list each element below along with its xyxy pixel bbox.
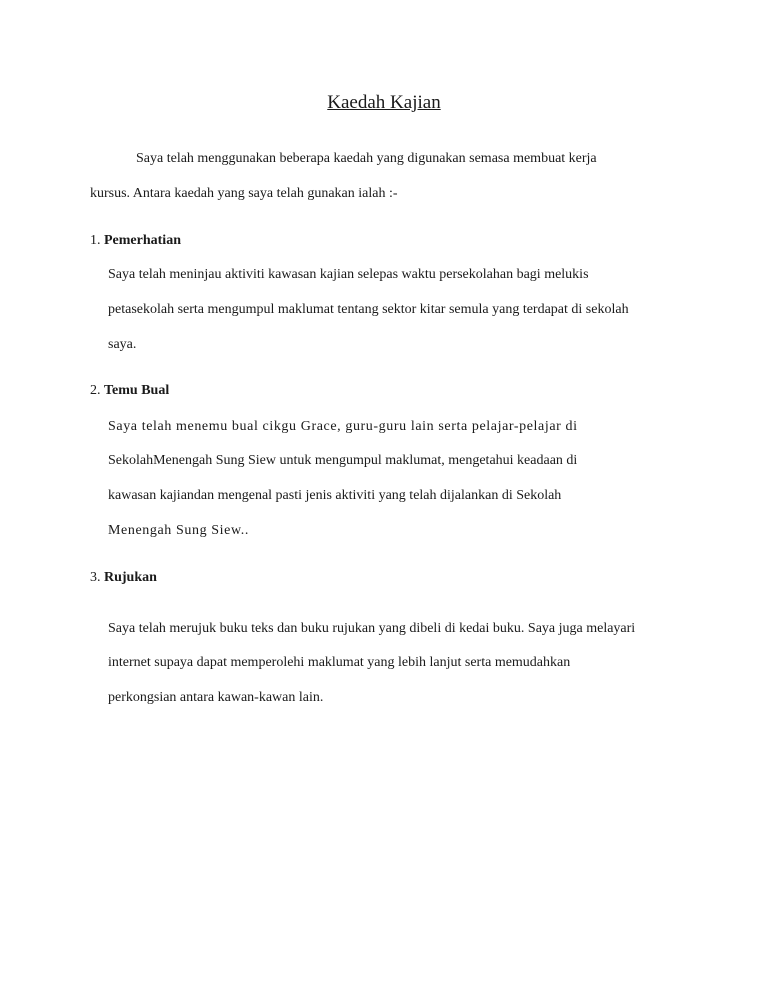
section-number: 3.	[90, 570, 101, 585]
section-heading-temu-bual	[90, 382, 169, 400]
paragraph-line: Saya telah menemu bual cikgu Grace, guru-guru lain serta pelajar-pelajar di	[108, 419, 578, 434]
paragraph-line: internet supaya dapat memperolehi maklumat yang lebih lanjut serta memudahkan	[108, 655, 571, 670]
paragraph-line: saya.	[108, 337, 137, 352]
section-heading-rujukan	[90, 569, 157, 587]
paragraph-line: Saya telah meninjau aktiviti kawasan kajian selepas waktu persekolahan bagi melukis	[108, 267, 589, 282]
paragraph-line: kawasan kajiandan mengenal pasti jenis aktiviti yang telah dijalankan di Sekolah	[108, 488, 562, 503]
paragraph-line: petasekolah serta mengumpul maklumat tentang sektor kitar semula yang terdapat di sekolah	[108, 302, 629, 317]
section-number: 2.	[90, 383, 101, 398]
section-heading-text: Pemerhatian	[104, 233, 181, 248]
section-heading-text: Rujukan	[104, 570, 157, 585]
intro-line-2: kursus. Antara kaedah yang saya telah gunakan ialah :-	[90, 186, 398, 201]
paragraph-line: SekolahMenengah Sung Siew untuk mengumpul maklumat, mengetahui keadaan di	[108, 453, 578, 468]
section-heading-text: Temu Bual	[104, 383, 170, 398]
intro-line-1: Saya telah menggunakan beberapa kaedah yang digunakan semasa membuat kerja	[136, 151, 597, 166]
paragraph-line: Menengah Sung Siew..	[108, 523, 249, 538]
section-number: 1.	[90, 233, 101, 248]
paragraph-line: perkongsian antara kawan-kawan lain.	[108, 690, 324, 705]
paragraph-line: Saya telah merujuk buku teks dan buku rujukan yang dibeli di kedai buku. Saya juga melayari	[108, 621, 636, 636]
section-heading-pemerhatian	[90, 232, 181, 250]
page-title: Kaedah Kajian	[327, 92, 441, 113]
